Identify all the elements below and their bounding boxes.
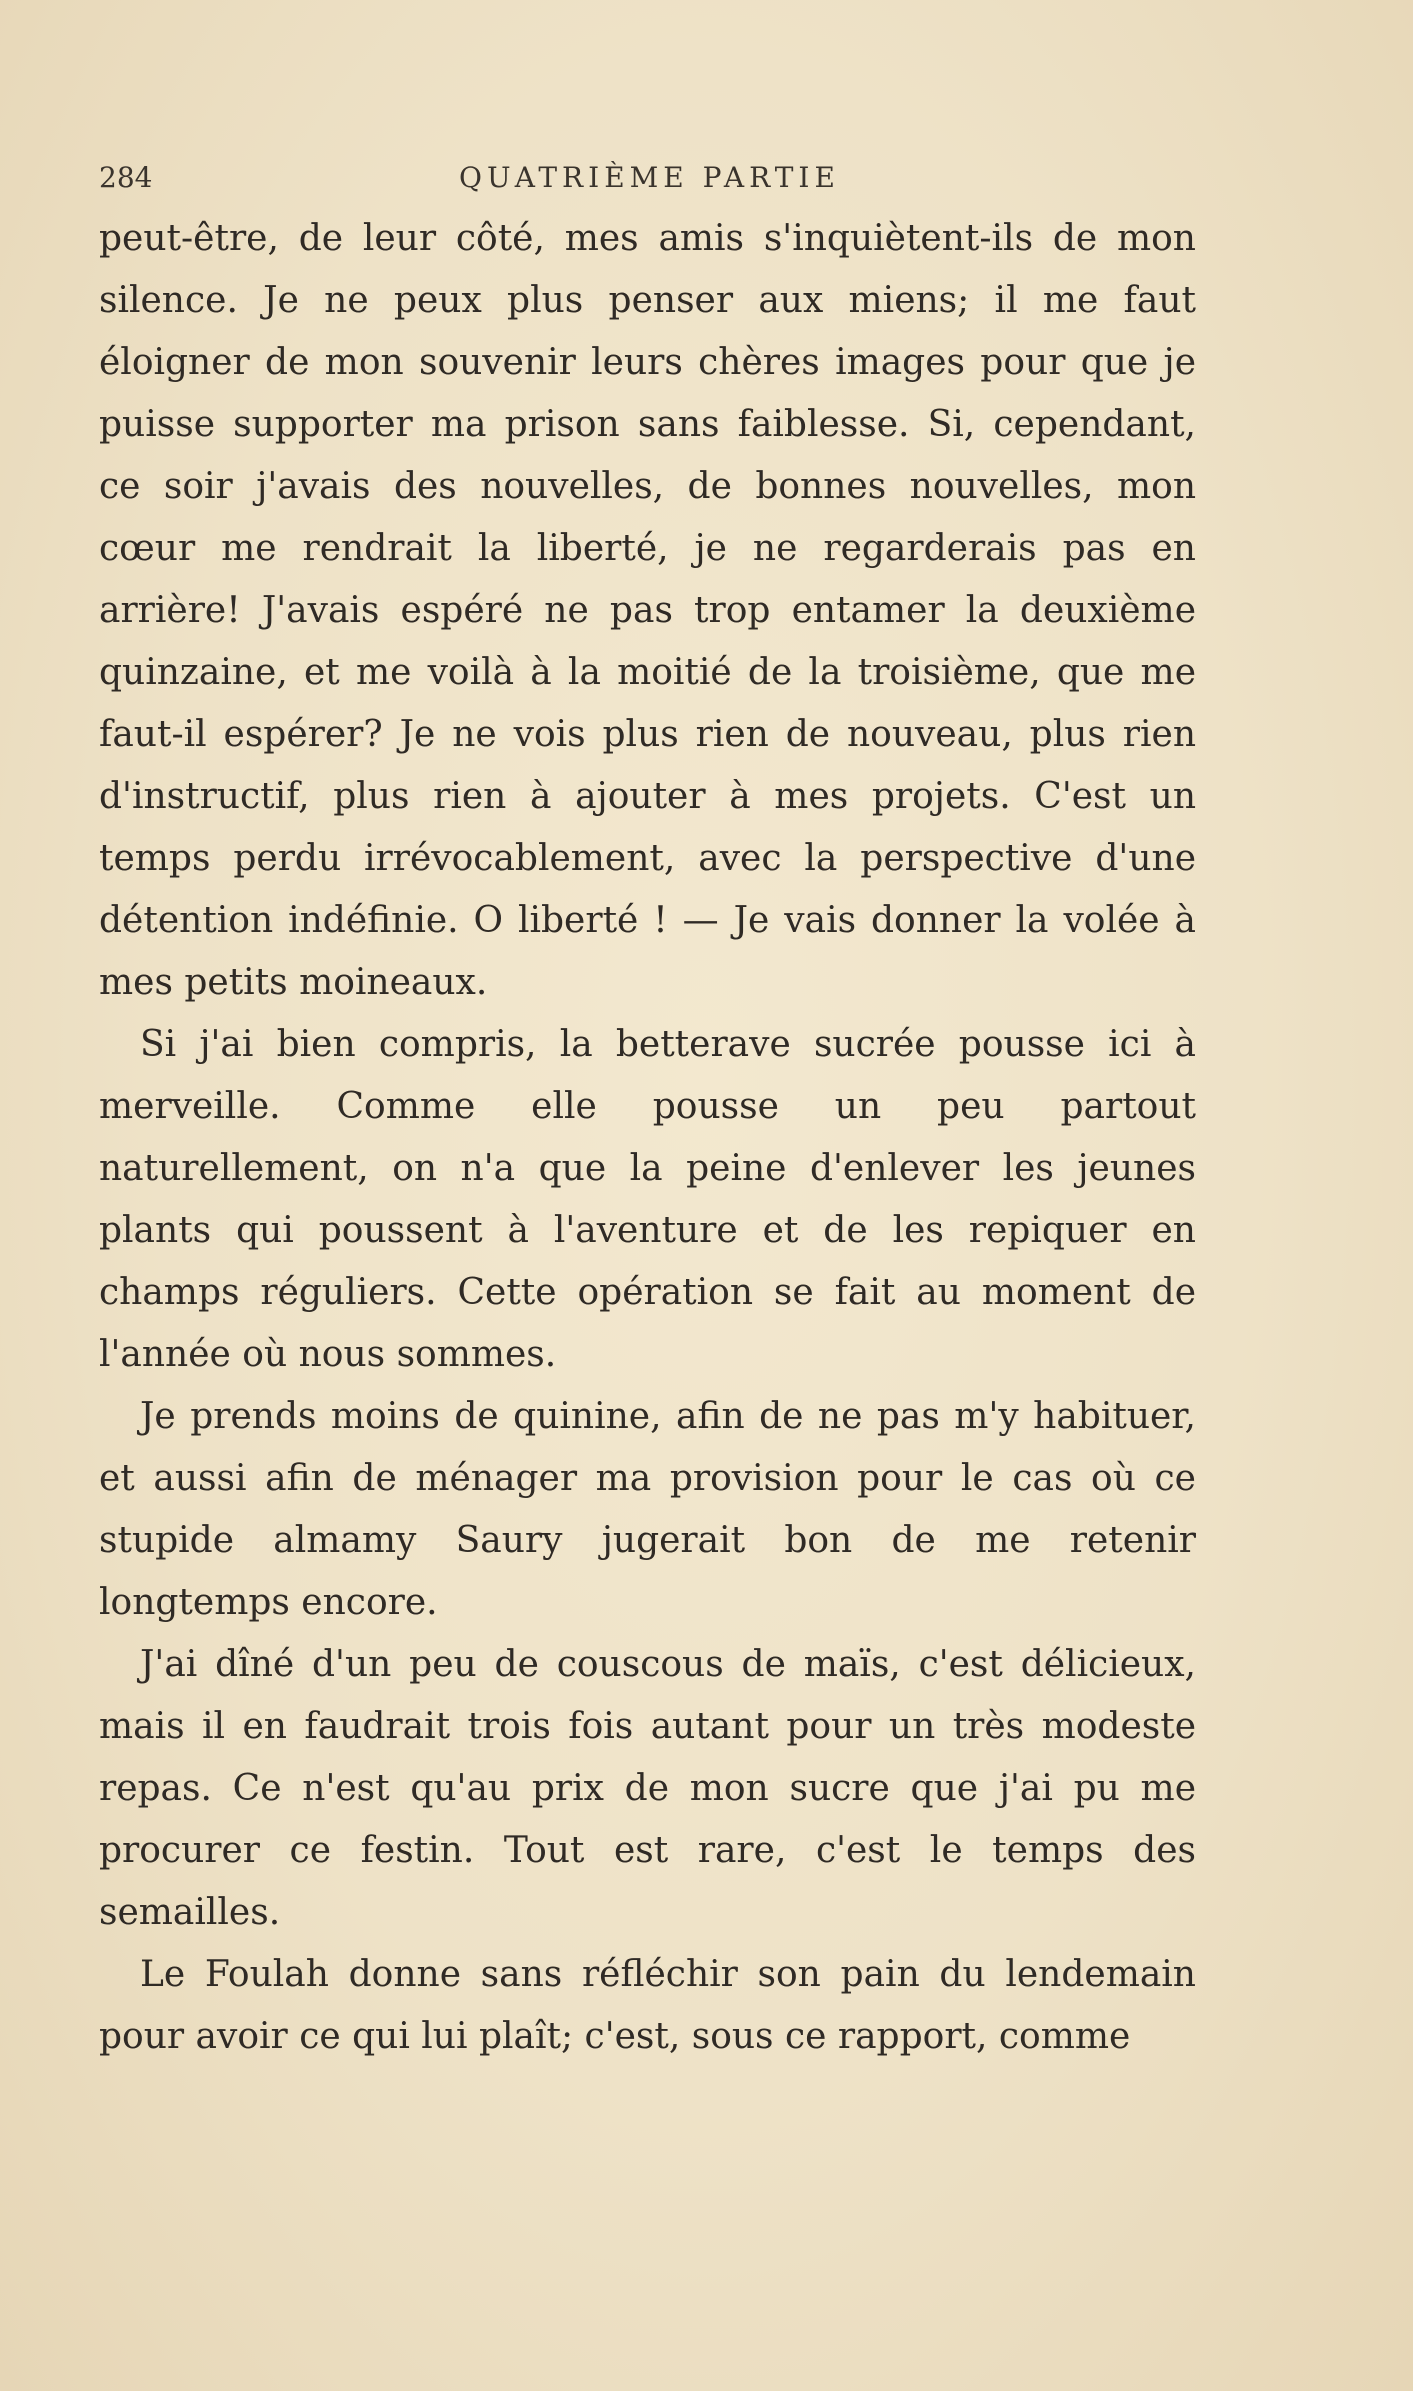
paragraph-continued: peut-être, de leur côté, mes amis s'inquiètent-ils de mon silence. Je ne peux plus penser aux miens; il me faut éloigner de mon souvenir leurs chères images pour que je puisse supporter ma prison sans faiblesse. Si, cependant, ce soir j'avais des nouvelles, de bonnes nouvelles, mon cœur me rendrait la liberté, je ne regarderais pas en arrière! J'avais espéré ne pas trop entamer la deuxième quinzaine, et me voilà à la moitié de la troisième, que me faut-il espérer? Je ne vois plus rien de nouveau, plus rien d'instructif, plus rien à ajouter à mes projets. C'est un temps perdu irrévocablement, avec la perspective d'une détention indéfinie. O liberté ! — Je vais donner la volée à mes petits moineaux. (99, 218, 1196, 1003)
paragraph-couscous: J'ai dîné d'un peu de couscous de maïs, c'est délicieux, mais il en faudrait trois fois autant pour un très modeste repas. Ce n'est qu'au prix de mon sucre que j'ai pu me procurer ce festin. Tout est rare, c'est le temps des semailles. (99, 1644, 1196, 1933)
paragraph-foulah: Le Foulah donne sans réfléchir son pain du lendemain pour avoir ce qui lui plaît; c'est, sous ce rapport, comme (99, 1954, 1196, 2057)
running-head: QUATRIÈME PARTIE (459, 161, 840, 194)
page-header (99, 158, 1199, 198)
paragraph-quinine: Je prends moins de quinine, afin de ne pas m'y habituer, et aussi afin de ménager ma provision pour le cas où ce stupide almamy Saury jugerait bon de me retenir longtemps encore. (99, 1396, 1196, 1623)
page-number: 284 (99, 161, 153, 194)
paragraph-betterave: Si j'ai bien compris, la betterave sucrée pousse ici à merveille. Comme elle pousse un peu partout naturellement, on n'a que la peine d'enlever les jeunes plants qui poussent à l'aventure et de les repiquer en champs réguliers. Cette opération se fait au moment de l'année où nous sommes. (99, 1024, 1196, 1375)
body-text (99, 208, 1196, 2068)
